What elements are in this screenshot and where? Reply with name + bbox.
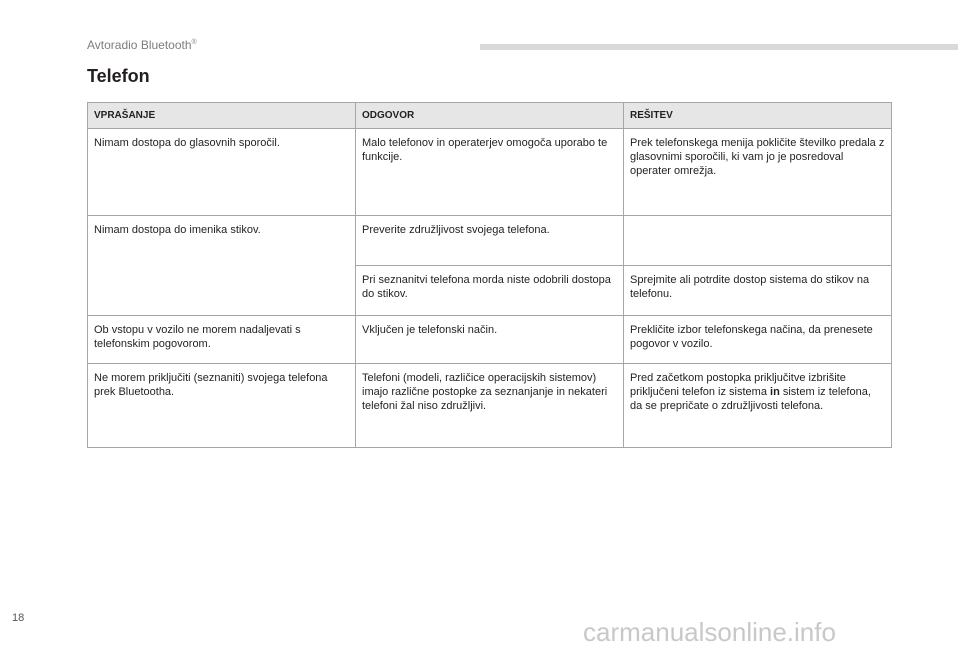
- watermark: carmanualsonline.info: [583, 617, 836, 647]
- table-row: [88, 316, 892, 364]
- column-header-answer: ODGOVOR: [356, 103, 624, 129]
- solution-text-after: sistem iz telefona, da se prepričate o združljivosti telefona.: [630, 386, 871, 412]
- question-cell: Ob vstopu v vozilo ne morem nadaljevati s telefonskim pogovorom.: [88, 316, 356, 364]
- question-cell: Nimam dostopa do imenika stikov.: [88, 216, 356, 316]
- registered-mark: ®: [191, 39, 197, 46]
- answer-cell: Vključen je telefonski način.: [356, 316, 624, 364]
- solution-cell: Sprejmite ali potrdite dostop sistema do stikov na telefonu.: [624, 266, 892, 316]
- column-header-solution: REŠITEV: [624, 103, 892, 129]
- solution-cell: Prek telefonskega menija pokličite številko predala z glasovnimi sporočili, ki vam jo je posredoval operater omrežja.: [624, 129, 892, 216]
- column-header-question: VPRAŠANJE: [88, 103, 356, 129]
- answer-cell: Preverite združljivost svojega telefona.: [356, 216, 624, 266]
- header-rule: [480, 44, 958, 50]
- table-row: [88, 364, 892, 448]
- solution-cell: Prekličite izbor telefonskega načina, da prenesete pogovor v vozilo.: [624, 316, 892, 364]
- section-header-text: Avtoradio Bluetooth: [87, 38, 192, 52]
- answer-cell: Telefoni (modeli, različice operacijskih sistemov) imajo različne postopke za seznanjanje in nekateri telefoni žal niso združljivi.: [356, 364, 624, 448]
- solution-cell: [624, 364, 892, 448]
- solution-cell: [624, 216, 892, 266]
- answer-cell: Pri seznanitvi telefona morda niste odobrili dostopa do stikov.: [356, 266, 624, 316]
- table-header-row: [88, 103, 892, 129]
- page-number: 18: [12, 612, 25, 624]
- solution-text-before: Pred začetkom postopka priključitve izbrišite priključeni telefon iz sistema: [630, 372, 846, 398]
- question-cell: Nimam dostopa do glasovnih sporočil.: [88, 129, 356, 216]
- solution-text-bold: in: [770, 386, 780, 398]
- page-title: Telefon: [87, 66, 150, 86]
- troubleshooting-table: [87, 102, 892, 448]
- table-row: [88, 216, 892, 266]
- question-cell: Ne morem priključiti (seznaniti) svojega telefona prek Bluetootha.: [88, 364, 356, 448]
- table-row: [88, 129, 892, 216]
- answer-cell: Malo telefonov in operaterjev omogoča uporabo te funkcije.: [356, 129, 624, 216]
- section-header: [87, 38, 197, 52]
